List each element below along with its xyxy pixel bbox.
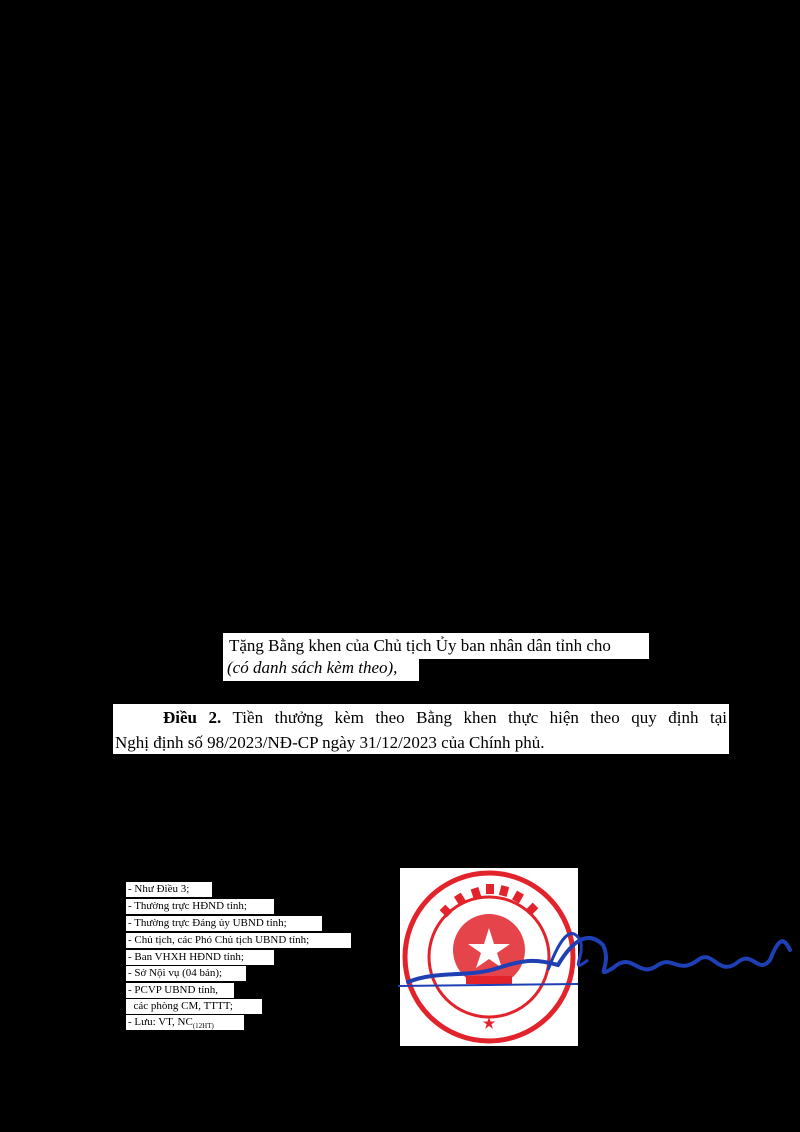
recipient-item: - Ban VHXH HĐND tỉnh; (126, 950, 274, 965)
recipient-item: các phòng CM, TTTT; (126, 999, 262, 1014)
signature-icon (398, 920, 800, 1000)
recipient-item: - PCVP UBND tỉnh, (126, 983, 234, 998)
article-2-label: Điều 2. (163, 708, 222, 727)
recipient-item: - Sở Nội vụ (04 bản); (126, 966, 246, 981)
article-2 (113, 704, 729, 754)
recipient-item: - Lưu: VT, $NC_{(12HT)}$ (126, 1015, 244, 1030)
article-2-line-1: Điều 2. Tiền thưởng kèm theo Bằng khen thực hiện theo quy định tại (163, 708, 728, 727)
recipient-item: - Thường trực Đảng ủy UBND tỉnh; (126, 916, 322, 931)
svg-text:★: ★ (482, 1015, 496, 1031)
recipient-item: - Chủ tịch, các Phó Chủ tịch UBND tỉnh; (126, 933, 351, 948)
list-note: (có danh sách kèm theo), (223, 657, 419, 681)
award-line: Tặng Bằng khen của Chủ tịch Ủy ban nhân dân tỉnh cho (223, 633, 649, 659)
recipient-item: - Thường trực HĐND tỉnh; (126, 899, 274, 914)
recipient-item: - Như Điều 3; (126, 882, 212, 897)
article-2-line-2: Nghị định số 98/2023/NĐ-CP ngày 31/12/2023 của Chính phủ. (115, 733, 545, 752)
